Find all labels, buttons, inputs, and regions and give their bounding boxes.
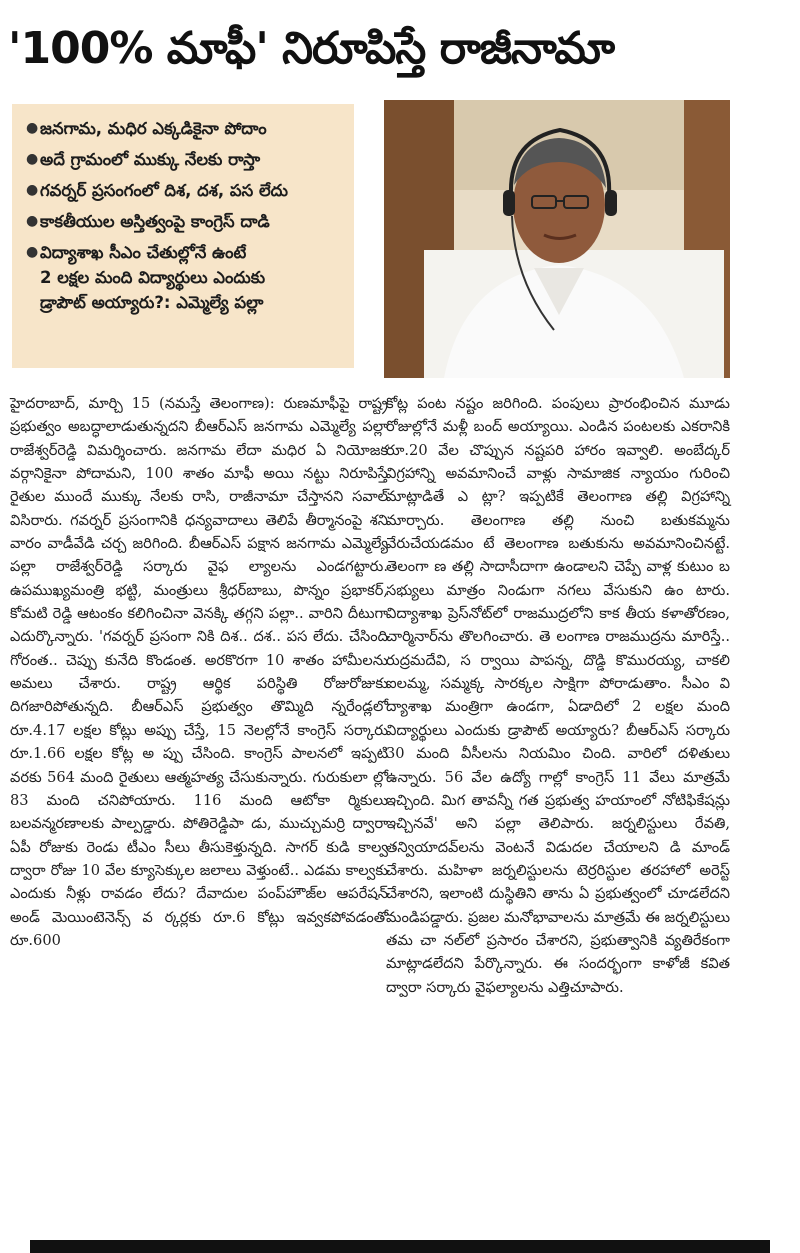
- article-column-left: [10, 392, 388, 952]
- article-text: హైదరాబాద్, మార్చి 15 (నమస్తే తెలంగాణ): రుణమాఫీపై రాష్ట్ర ప్రభుత్వం అబద్ధాలాడుతున్నదని బీఆర్ఎస్ జనగామ ఎమ్మెల్యే పల్లా రాజేశ్వర్‌రెడ్డి విమర్శించారు. జనగామ లేదా మధిర ఏ నియోజక వర్గానికైనా పోదామని, 100 శాతం మాఫీ అయి నట్టు నిరూపిస్తే రైతుల ముందే ముక్కు నేలకు రాసి, రాజీనామా చేస్తానని సవాల్ విసిరారు. గవర్నర్ ప్రసంగానికి ధన్యవాదాలు తెలిపే తీర్మానంపై శని వారం వాడీవేడి చర్చ జరిగింది. బీఆర్ఎస్ పక్షాన జనగామ ఎమ్మెల్యే పల్లా రాజేశ్వర్‌రెడ్డి సర్కారు వైఫ ల్యాలను ఎండగట్టారు. ఉపముఖ్యమంత్రి భట్టి, మంత్రులు శ్రీధర్‌బాబు, పొన్నం ప్రభాకర్, కోమటి రెడ్డి ఆటంకం కలిగించినా వెనక్కి తగ్గని పల్లా.. వారిని దీటుగా ఎదుర్కొన్నారు. 'గవర్నర్ ప్రసంగా నికి దిశ.. దశ.. పస లేదు. చేసింది గోరంత.. చెప్పు కునేది కొండంత. అరకొరగా 10 శాతం హామీలను అమలు చేశారు. రాష్ట్ర ఆర్థిక పరిస్థితి రోజురోజుకు దిగజారిపోతున్నది. బీఆర్ఎస్ ప్రభుత్వం తొమ్మిది న్నరేండ్లలో రూ.4.17 లక్షల కోట్లు అప్పు చేస్తే, 15 నెలల్లోనే కాంగ్రెస్ సర్కారు రూ.1.66 లక్షల కోట్ల అ ప్పు చేసింది. కాంగ్రెస్ పాలనలో ఇప్పటి వరకు 564 మంది రైతులు ఆత్మహత్య చేసుకున్నారు. గురుకులా ల్లో 83 మంది చనిపోయారు. 116 మంది ఆటోకా ర్మికులు బలవన్మరణాలకు పాల్పడ్డారు. పోతిరెడ్డిపా డు, ముచ్చుమర్రి ద్వారా ఏపీ రోజుకు రెండు టీఎం సీలు తీసుకెళ్తున్నది. సాగర్ కుడి కాల్వ ద్వారా రోజు 10 వేల క్యూసెక్కుల జలాలు వెళ్తుంటే.. ఎడమ కాల్వకు ఎందుకు నీళ్లు రావడం లేదు? దేవాదుల పంప్‌హౌజ్‌ల ఆపరేషన్ అండ్ మెయింటెనెన్స్ వ ర్కర్లకు రూ.6 కోట్లు ఇవ్వకపోవడంతో రూ.600: [10, 395, 388, 949]
- highlight-text: కాకతీయుల అస్తిత్వంపై కాంగ్రెస్ దాడి: [40, 212, 270, 231]
- highlight-item: [26, 240, 344, 315]
- highlights-box: [12, 104, 354, 368]
- footer-bar: [30, 1240, 770, 1253]
- highlight-text: విద్యాశాఖ సీఎం చేతుల్లోనే ఉంటే 2 లక్షల మంది విద్యార్థులు ఎందుకు డ్రాపౌట్ అయ్యారు?: ఎమ్మెల్యే పల్లా: [40, 243, 266, 312]
- highlight-item: [26, 178, 344, 203]
- highlight-item: [26, 209, 344, 234]
- article-column-right: [386, 392, 730, 999]
- highlight-text: జనగామ, మధిర ఎక్కడికైనా పోదాం: [40, 119, 267, 138]
- highlight-item: [26, 116, 344, 141]
- bullet-icon: ●: [26, 244, 39, 260]
- highlight-text: గవర్నర్ ప్రసంగంలో దిశ, దశ, పస లేదు: [40, 181, 289, 200]
- article-text: కోట్ల పంట నష్టం జరిగింది. పంపులు ప్రారంభించిన మూడు రోజుల్లోనే మళ్లీ బంద్ అయ్యాయి. ఎండిన పంటలకు ఎకరానికి రూ.20 వేల చొప్పున నష్టపరి హారం ఇవ్వాలి. అంబేద్కర్ విగ్రహాన్ని అవమానించే వాళ్లు సామాజిక న్యాయం గురించి మాట్లాడితే ఎ ట్లా? ఇప్పటికే తెలంగాణ తల్లి విగ్రహాన్ని మార్చారు. తెలంగాణ తల్లి నుంచి బతుకమ్మను వేరుచేయడమం టే తెలంగాణ బతుకును అవమానించినట్టే. తెలంగా ణ తల్లి సాదాసీదాగా ఉండాలని చెప్పే వాళ్ల కుటుం బ సభ్యులు మాత్రం నిండుగా నగలు వేసుకుని ఉం టారు. విద్యాశాఖ ప్రెస్‌నోట్‌లో రాజముద్రలోని కాక తీయ కళాతోరణం, చార్మినార్‌ను తొలగించారు. తె లంగాణ రాజముద్రను మారిస్తే.. రుద్రమదేవి, స ర్వాయి పాపన్న, దొడ్డి కొమురయ్య, చాకలి ఐలమ్మ, సమ్మక్క సారక్కల సాక్షిగా పోరాడుతాం. సీఎం వి ద్యాశాఖ మంత్రిగా ఉండగా, ఏడాదిలో 2 లక్షల మంది విద్యార్థులు ఎందుకు డ్రాపౌట్ అయ్యారు? బీఆర్ఎస్ సర్కారు 30 మంది వీసీలను నియమిం చింది. వారిలో దళితులు ఉన్నారు. 56 వేల ఉద్యో గాల్లో కాంగ్రెస్ 11 వేలు మాత్రమే ఇచ్చింది. మిగ తావన్నీ గత ప్రభుత్వ హయాంలో నోటిఫికేషన్లు ఇచ్చినవే' అని పల్లా తెలిపారు. జర్నలిస్టులు రేవతి, తన్వియాదవ్‌లను వెంటనే విడుదల చేయాలని డి మాండ్ చేశారు. మహిళా జర్నలిస్టులను టెర్రరిస్టుల తరహాలో అరెస్ట్ చేశారని, ఇలాంటి దుస్థితిని తాను ఏ ప్రభుత్వంలో చూడలేదని మండిపడ్డారు. ప్రజల మనోభావాలను మాత్రమే ఈ జర్నలిస్టులు తమ చా నల్‌లో ప్రసారం చేశారని, ప్రభుత్వానికి వ్యతిరేకంగా మాట్లాడలేదని పేర్కొన్నారు. ఈ సందర్భంగా కాళోజీ కవిత ద్వారా సర్కారు వైఫల్యాలను ఎత్తిచూపారు.: [386, 395, 730, 996]
- bullet-icon: ●: [26, 120, 39, 136]
- headline: '100% మాఫీ' నిరూపిస్తే రాజీనామా: [8, 23, 615, 74]
- speaker-photo-illustration: [384, 100, 730, 378]
- highlight-item: [26, 147, 344, 172]
- highlight-text: అదే గ్రామంలో ముక్కు నేలకు రాస్తా: [40, 150, 261, 169]
- bullet-icon: ●: [26, 213, 39, 229]
- speaker-photo: [384, 100, 730, 378]
- bullet-icon: ●: [26, 182, 39, 198]
- bullet-icon: ●: [26, 151, 39, 167]
